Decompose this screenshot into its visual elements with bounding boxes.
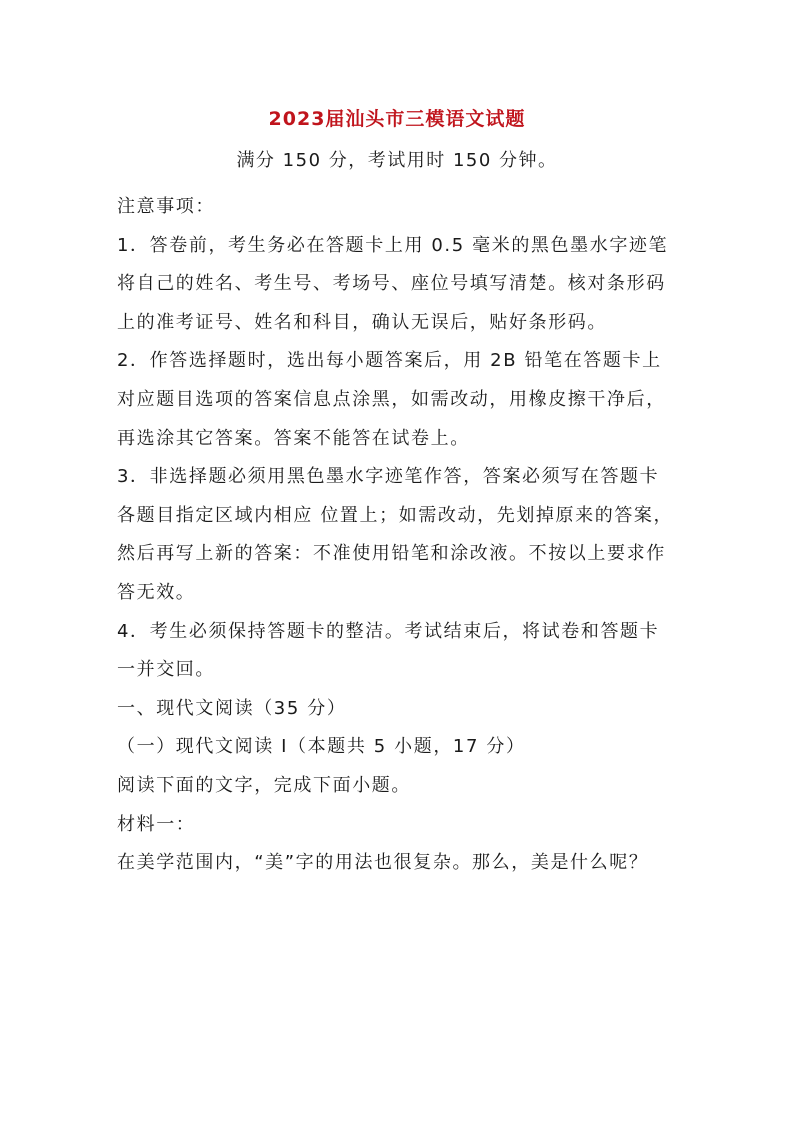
- exam-body: [117, 188, 677, 883]
- subsection-heading: （一）现代文阅读 I（本题共 5 小题，17 分）: [117, 736, 526, 758]
- instruction-text: 阅读下面的文字，完成下面小题。: [117, 774, 411, 796]
- material-label: 材料一：: [117, 813, 196, 835]
- notice-item-4: 4．考生必须保持答题卡的整洁。考试结束后，将试卷和答题卡一并交回。: [117, 620, 660, 681]
- notice-heading: 注意事项：: [117, 196, 215, 217]
- section-heading: 一、现代文阅读（35 分）: [117, 697, 347, 719]
- material-text: 在美学范围内，“美”字的用法也很复杂。那么，美是什么呢？: [117, 852, 649, 874]
- notice-item-2: 2．作答选择题时，选出每小题答案后，用 2B 铅笔在答题卡上对应题目选项的答案信息点涂黑，如需改动，用橡皮擦干净后，再选涂其它答案。答案不能答在试卷上。: [117, 350, 666, 449]
- exam-title: 2023届汕头市三模语文试题: [268, 108, 526, 130]
- notice-item-3: 3．非选择题必须用黑色墨水字迹笔作答，答案必须写在答题卡各题目指定区域内相应 位置上；如需改动，先划掉原来的答案，然后再写上新的答案：不准使用铅笔和涂改液。不按以上要求作答无效。: [117, 466, 674, 603]
- notice-item-1: 1．答卷前，考生务必在答题卡上用 0.5 毫米的黑色墨水字迹笔将自己的姓名、考生号、考场号、座位号填写清楚。核对条形码上的准考证号、姓名和科目，确认无误后，贴好条形码。: [117, 234, 669, 333]
- exam-subtitle: 满分 150 分，考试用时 150 分钟。: [236, 150, 558, 171]
